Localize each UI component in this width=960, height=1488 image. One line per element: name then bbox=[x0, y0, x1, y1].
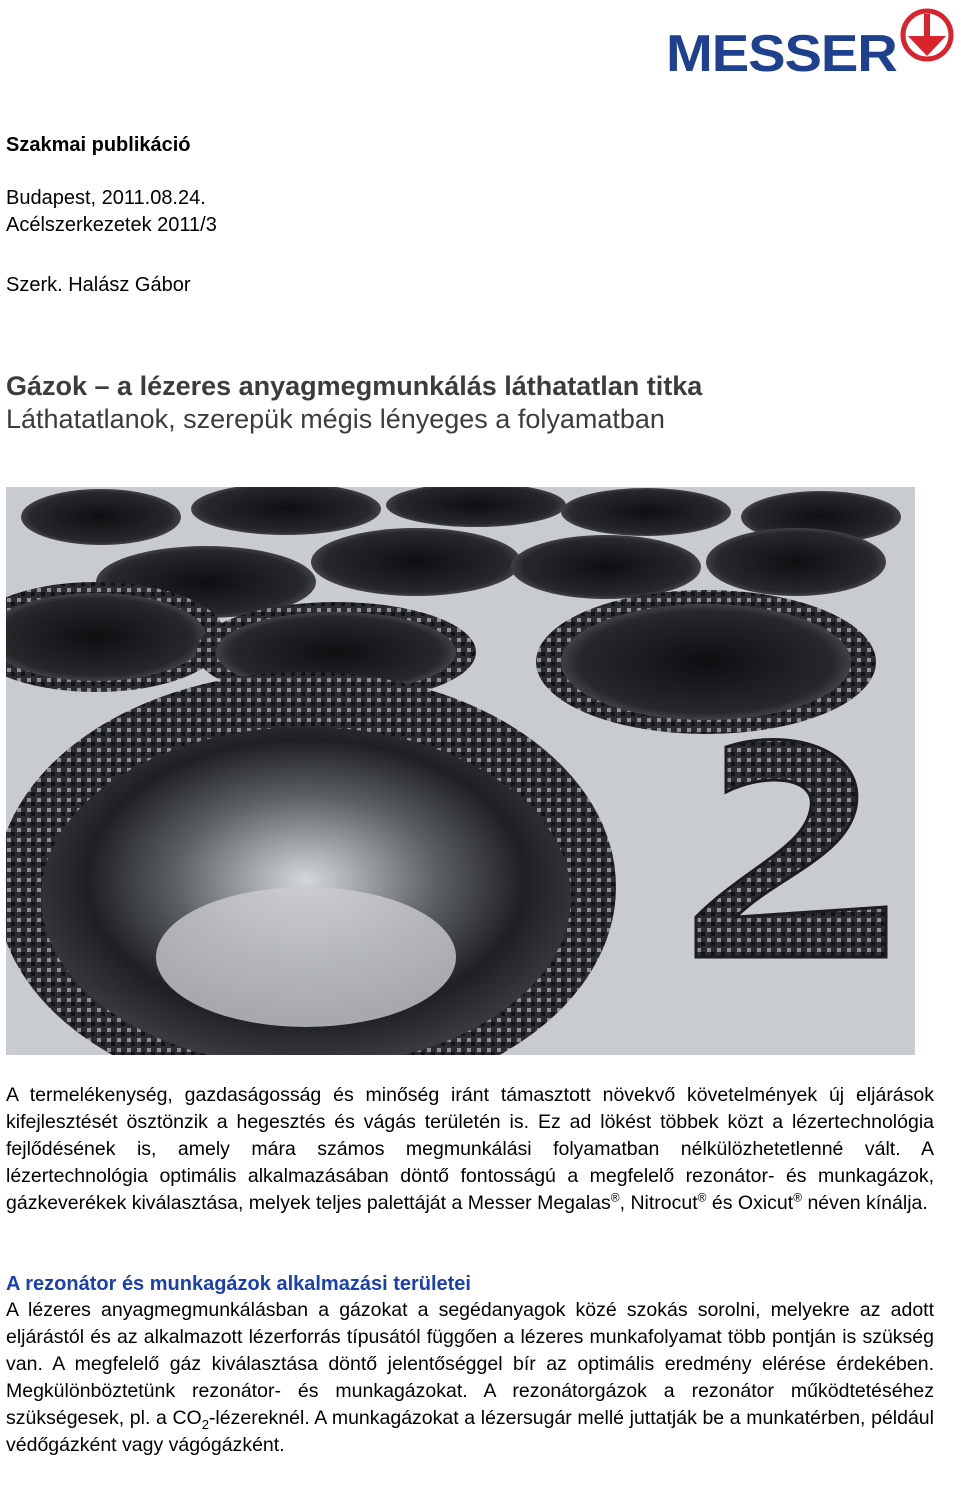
logo-wordmark: MESSER bbox=[666, 25, 897, 83]
intro-text-4: néven kínálja. bbox=[802, 1192, 928, 1214]
registered-mark: ® bbox=[610, 1190, 620, 1205]
laser-cut-sheet-photo bbox=[6, 487, 915, 1055]
date-line: Budapest, 2011.08.24. bbox=[6, 187, 206, 209]
subscript-2: 2 bbox=[201, 1416, 209, 1432]
author-line: Szerk. Halász Gábor bbox=[6, 274, 191, 296]
intro-text-3: és Oxicut bbox=[706, 1192, 794, 1214]
photo-illustration bbox=[6, 487, 915, 1055]
registered-mark: ® bbox=[697, 1190, 707, 1205]
journal-line: Acélszerkezetek 2011/3 bbox=[6, 214, 217, 236]
registered-mark: ® bbox=[793, 1190, 803, 1205]
section-body-paragraph bbox=[6, 1297, 934, 1459]
intro-text-1: A termelékenység, gazdaságosság és minőség iránt támasztott növekvő követelmények új eljárások kifejlesztését ösztönzik a hegesztés és vágás területén is. Ez ad lökést többek közt a lézertechnológia fejlődésének is, amely mára számos megmunkálási folyamatban nélkülözhetetlenné vált. A lézertechnológia optimális alkalmazásában döntő fontosságú a megfelelő rezonátor- és munkagázok, gázkeverékek kiválasztása, melyek teljes palettáját a Messer Megalas bbox=[6, 1084, 934, 1214]
messer-logo bbox=[666, 6, 956, 83]
publication-type: Szakmai publikáció bbox=[6, 134, 191, 156]
messer-emblem-icon bbox=[898, 6, 956, 64]
section-text-2: -lézereknél. A munkagázokat a lézersugár mellé juttatják be a munkatérben, például védőgázként vagy vágógázként. bbox=[6, 1407, 934, 1456]
section-heading: A rezonátor és munkagázok alkalmazási területei bbox=[6, 1273, 471, 1295]
intro-text-2: , Nitrocut bbox=[619, 1192, 698, 1214]
article-subtitle: Láthatatlanok, szerepük mégis lényeges a folyamatban bbox=[6, 404, 665, 434]
section-text-1: A lézeres anyagmegmunkálásban a gázokat a segédanyagok közé szokás sorolni, melyekre az adott eljárástól és az alkalmazott lézerforrás típusától függően a lézeres munkafolyamat több pontján is szükség van. A megfelelő gáz kiválasztása döntő jelentőséggel bír az optimális eredmény elérése érdekében. Megkülönböztetünk rezonátor- és munkagázokat. A rezonátorgázok a rezonátor működtetéséhez szükségesek, pl. a CO bbox=[6, 1299, 934, 1429]
article-title: Gázok – a lézeres anyagmegmunkálás láthatatlan titka bbox=[6, 371, 703, 401]
intro-paragraph bbox=[6, 1082, 934, 1217]
